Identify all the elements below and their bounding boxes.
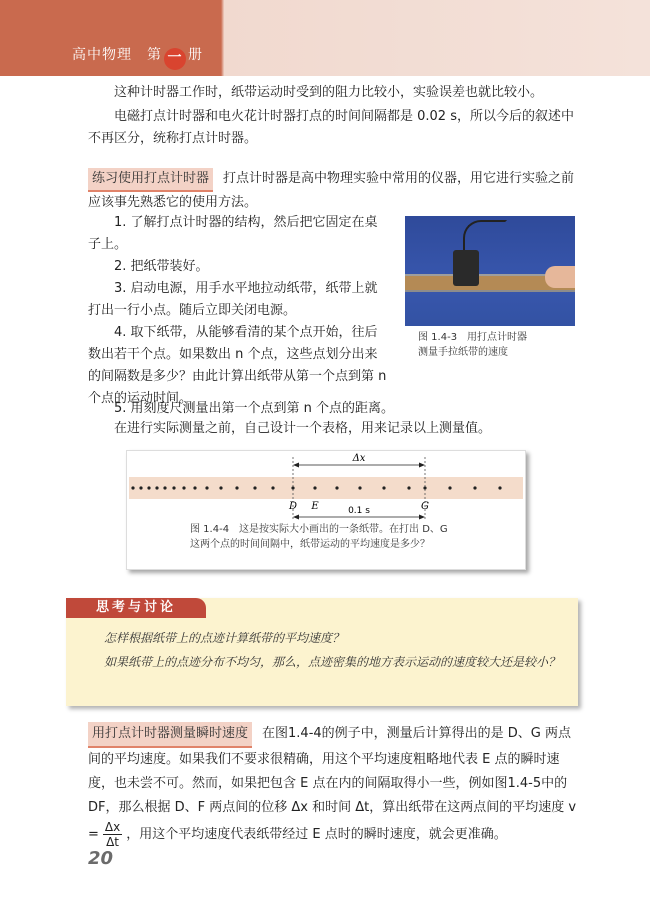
- discussion-question-1: 怎样根据纸带上的点迹计算纸带的平均速度？: [104, 631, 345, 645]
- discussion-tab: 思考与讨论: [66, 598, 206, 618]
- fraction-numerator: Δx: [104, 820, 121, 834]
- practice-closing: 在进行实际测量之前，自己设计一个表格，用来记录以上测量值。: [114, 421, 492, 436]
- timer-photo: [405, 216, 575, 326]
- figure-1-4-3-caption: [418, 330, 578, 360]
- figure-1-4-3-caption-line1: 图 1.4-3 用打点计时器: [418, 332, 528, 343]
- practice-heading: 练习使用打点计时器: [88, 168, 213, 192]
- practice-step-5: 5. 用刻度尺测量出第一个点到第 n 个点的距离。: [114, 401, 395, 416]
- instant-paragraph: [88, 722, 582, 849]
- hand: [545, 266, 575, 288]
- intro-paragraph-2: 电磁打点计时器和电火花计时器打点的时间间隔都是 0.02 s，所以今后的叙述中不再区分，统称打点计时器。: [88, 109, 574, 146]
- header-title: [72, 44, 203, 70]
- practice-step-4: 4. 取下纸带，从能够看清的某个点开始，往后数出若干个点。如果数出 n 个点，这些点划分出来的间隔数是多少？由此计算出纸带从第一个点到第 n 个点的运动时间。: [88, 325, 387, 406]
- intro-paragraph-1: 这种计时器工作时，纸带运动时受到的阻力比较小，实验误差也就比较小。: [114, 85, 544, 100]
- paper-tape: [129, 477, 523, 499]
- figure-1-4-3-caption-line2: 测量手拉纸带的速度: [418, 347, 508, 358]
- discussion-question-2: 如果纸带上的点迹分布不均匀，那么，点迹密集的地方表示运动的速度较大还是较小？: [104, 655, 561, 669]
- header-title-prefix: 高中物理 第: [72, 47, 162, 63]
- header-title-suffix: 册: [188, 47, 203, 63]
- dot-e: [313, 486, 316, 489]
- figure-1-4-4: [126, 450, 526, 570]
- delta-x-label: Δx: [352, 453, 366, 464]
- practice-step-2: 2. 把纸带装好。: [114, 259, 209, 274]
- figure-1-4-4-caption: [190, 522, 510, 552]
- instant-text-a: 在图1.4-4的例子中，测量后计算得出的是 D、G 两点间的平均速度。如果我们不要求很精确，用这个平均速度粗略地代表 E 点的瞬时速度，也未尝不可。然而，如果把包含 E 点在内的间隔取得小一些，例如图1.4-5中的 DF，那么根据 D、F 两点间的位移 Δx 和时间 Δt，算出纸带在这两点间的平均速度 v =: [88, 726, 577, 842]
- practice-step-3: 3. 启动电源，用手水平地拉动纸带，纸带上就打出一行小点。随后立即关闭电源。: [88, 281, 378, 318]
- practice-intro-text: 打点计时器是高中物理实验中常用的仪器，用它进行实验之前应该事先熟悉它的使用方法。: [88, 171, 575, 210]
- figure-1-4-4-caption-line2: 这两个点的时间间隔中，纸带运动的平均速度是多少？: [190, 539, 430, 550]
- instant-heading: 用打点计时器测量瞬时速度: [88, 722, 252, 748]
- time-label: 0.1 s: [348, 506, 370, 516]
- velocity-fraction: [103, 820, 122, 849]
- instant-text-b: ，用这个平均速度代表纸带经过 E 点时的瞬时速度，就会更准确。: [126, 827, 507, 842]
- fraction-denominator: Δt: [106, 835, 120, 849]
- practice-intro: [88, 168, 582, 214]
- ticker-timer: [453, 250, 479, 286]
- figure-1-4-4-caption-line1: 图 1.4-4 这是按实际大小画出的一条纸带。在打出 D、G: [190, 524, 448, 535]
- point-label-e: E: [311, 501, 319, 512]
- point-label-d: D: [288, 501, 298, 512]
- volume-badge: 一: [164, 48, 186, 70]
- practice-step-1: 1. 了解打点计时器的结构，然后把它固定在桌子上。: [88, 215, 378, 252]
- point-label-g: G: [421, 501, 429, 512]
- page-number: 20: [88, 848, 114, 869]
